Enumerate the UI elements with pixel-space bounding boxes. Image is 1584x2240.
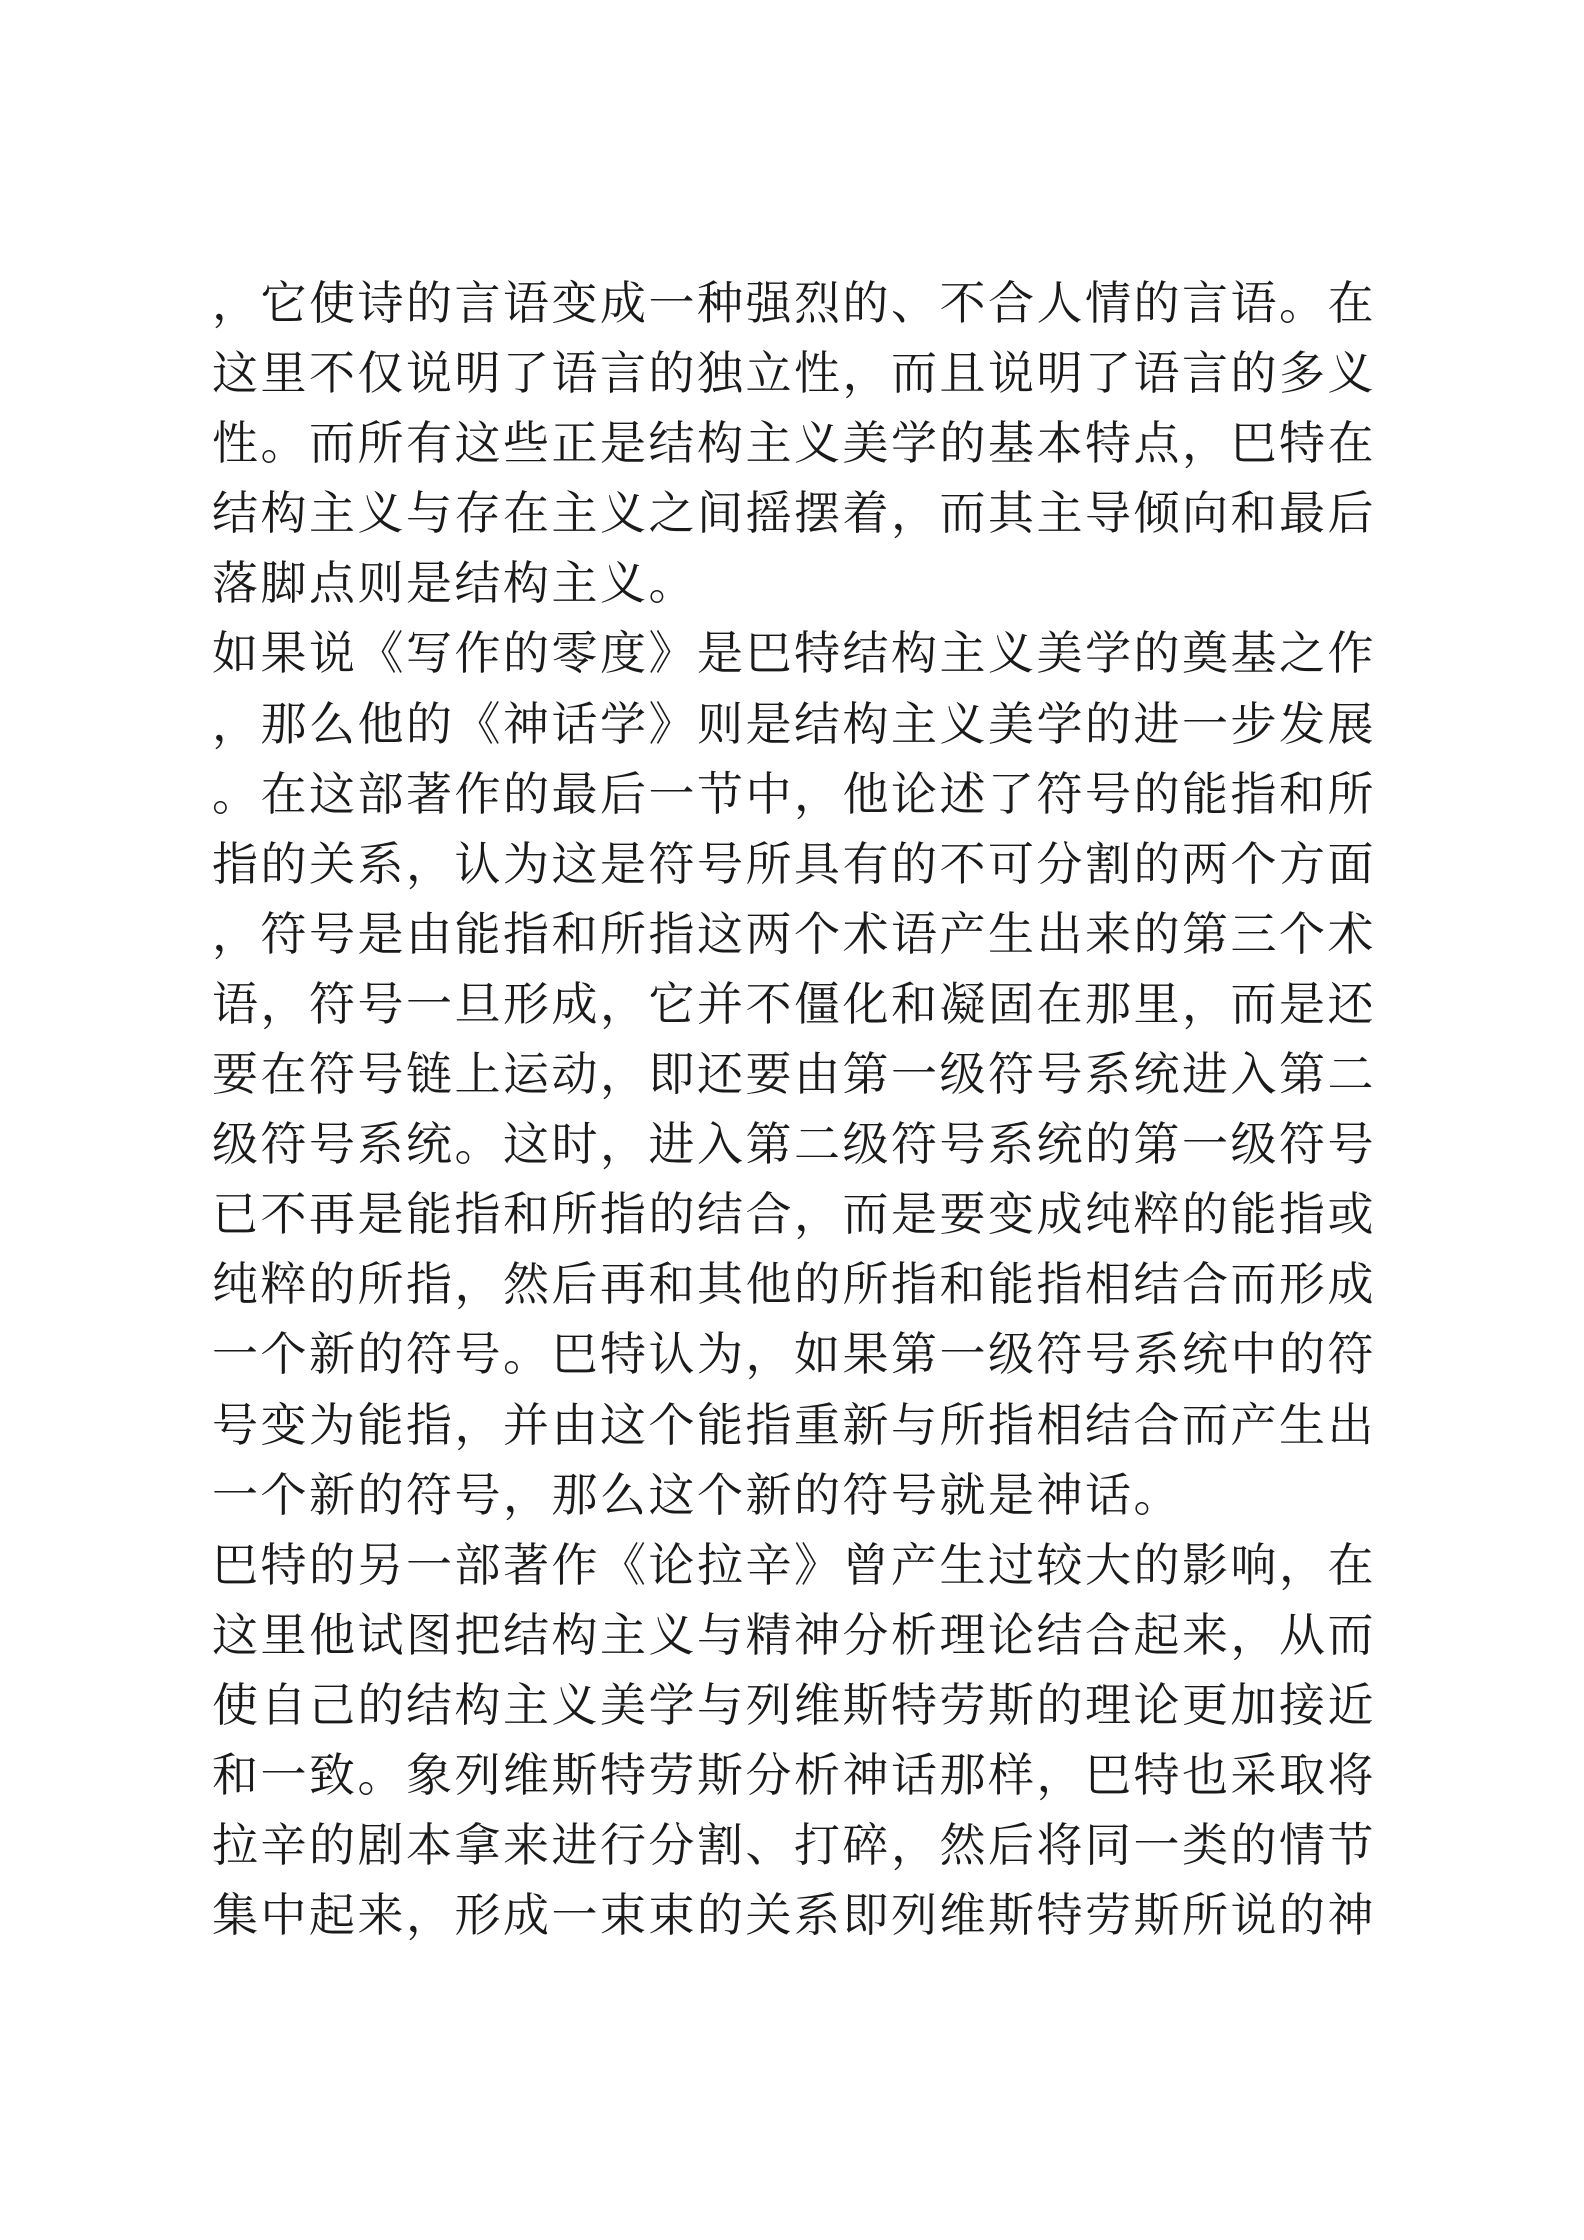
text-line: 和一致。象列维斯特劳斯分析神话那样，巴特也采取将 <box>212 1747 1376 1802</box>
text-line: 要在符号链上运动，即还要由第一级符号系统进入第二 <box>212 1047 1376 1102</box>
text-line: ，那么他的《神话学》则是结构主义美学的进一步发展 <box>212 696 1376 751</box>
text-line: 这里他试图把结构主义与精神分析理论结合起来，从而 <box>212 1607 1376 1662</box>
text-line: ，它使诗的言语变成一种强烈的、不合人情的言语。在 <box>212 276 1376 330</box>
text-line: 性。而所有这些正是结构主义美学的基本特点，巴特在 <box>212 416 1376 471</box>
text-line: 一个新的符号，那么这个新的符号就是神话。 <box>212 1467 1182 1522</box>
text-line: 如果说《写作的零度》是巴特结构主义美学的奠基之作 <box>212 626 1376 681</box>
text-line: 级符号系统。这时，进入第二级符号系统的第一级符号 <box>212 1117 1376 1172</box>
text-line: 拉辛的剧本拿来进行分割、打碎，然后将同一类的情节 <box>212 1818 1376 1873</box>
text-line: 巴特的另一部著作《论拉辛》曾产生过较大的影响，在 <box>212 1537 1376 1592</box>
text-line: 集中起来，形成一束束的关系即列维斯特劳斯所说的神 <box>212 1888 1376 1943</box>
text-line: ，符号是由能指和所指这两个术语产生出来的第三个术 <box>212 906 1376 961</box>
text-line: 语，符号一旦形成，它并不僵化和凝固在那里，而是还 <box>212 976 1376 1031</box>
text-line: 纯粹的所指，然后再和其他的所指和能指相结合而形成 <box>212 1257 1376 1312</box>
text-line: 落脚点则是结构主义。 <box>212 556 697 611</box>
body-text <box>212 268 1376 1950</box>
text-line: 。在这部著作的最后一节中，他论述了符号的能指和所 <box>212 766 1376 821</box>
text-line: 使自己的结构主义美学与列维斯特劳斯的理论更加接近 <box>212 1677 1376 1732</box>
text-line: 这里不仅说明了语言的独立性，而且说明了语言的多义 <box>212 346 1376 401</box>
text-line: 一个新的符号。巴特认为，如果第一级符号系统中的符 <box>212 1327 1376 1382</box>
text-line: 指的关系，认为这是符号所具有的不可分割的两个方面 <box>212 836 1376 891</box>
text-line: 结构主义与存在主义之间摇摆着，而其主导倾向和最后 <box>212 486 1376 541</box>
text-line: 已不再是能指和所指的结合，而是要变成纯粹的能指或 <box>212 1187 1376 1242</box>
text-line: 号变为能指，并由这个能指重新与所指相结合而产生出 <box>212 1397 1376 1452</box>
